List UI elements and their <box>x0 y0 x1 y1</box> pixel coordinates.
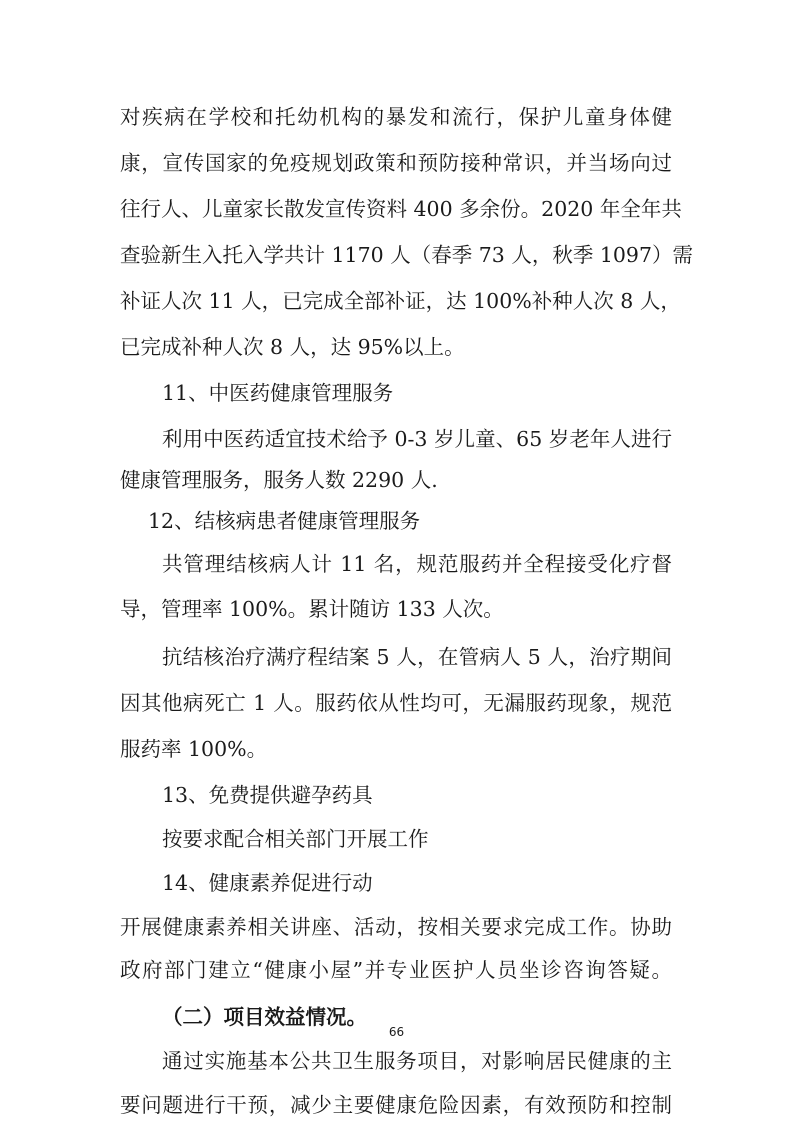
paragraph-line: 查验新生入托入学共计 1170 人（春季 73 人，秋季 1097）需 <box>120 243 694 267</box>
paragraph-line: 对疾病在学校和托幼机构的暴发和流行，保护儿童身体健 <box>120 105 672 129</box>
paragraph-line: 政府部门建立“健康小屋”并专业医护人员坐诊咨询答疑。 <box>120 958 672 982</box>
paragraph-line: 要问题进行干预，减少主要健康危险因素，有效预防和控制 <box>120 1093 672 1117</box>
section-heading-project-benefit: （二）项目效益情况。 <box>162 1005 367 1029</box>
paragraph-line: 导，管理率 100%。累计随访 133 人次。 <box>120 597 504 621</box>
paragraph-line: 因其他病死亡 1 人。服药依从性均可，无漏服药现象，规范 <box>120 691 672 715</box>
paragraph-line: 已完成补种人次 8 人，达 95%以上。 <box>120 335 465 359</box>
paragraph-line: 抗结核治疗满疗程结案 5 人，在管病人 5 人，治疗期间 <box>162 645 672 669</box>
paragraph-line: 服药率 100%。 <box>120 737 268 761</box>
paragraph-line: 通过实施基本公共卫生服务项目，对影响居民健康的主 <box>162 1049 672 1073</box>
paragraph-line: 利用中医药适宜技术给予 0-3 岁儿童、65 岁老年人进行 <box>162 427 672 451</box>
section-heading-13: 13、免费提供避孕药具 <box>162 783 373 807</box>
paragraph-line: 健康管理服务，服务人数 2290 人. <box>120 468 438 492</box>
paragraph-line: 往行人、儿童家长散发宣传资料 400 多余份。2020 年全年共 <box>120 197 682 221</box>
section-heading-14: 14、健康素养促进行动 <box>162 871 373 895</box>
page-number: 66 <box>388 1025 405 1039</box>
paragraph-line: 共管理结核病人计 11 名，规范服药并全程接受化疗督 <box>162 552 672 576</box>
section-heading-11: 11、中医药健康管理服务 <box>162 381 394 405</box>
paragraph-line: 按要求配合相关部门开展工作 <box>162 827 429 851</box>
paragraph-line: 开展健康素养相关讲座、活动，按相关要求完成工作。协助 <box>120 915 672 939</box>
paragraph-line: 康，宣传国家的免疫规划政策和预防接种常识，并当场向过 <box>120 151 672 175</box>
section-heading-12: 12、结核病患者健康管理服务 <box>148 509 421 533</box>
paragraph-line: 补证人次 11 人，已完成全部补证，达 100%补种人次 8 人， <box>120 289 681 313</box>
